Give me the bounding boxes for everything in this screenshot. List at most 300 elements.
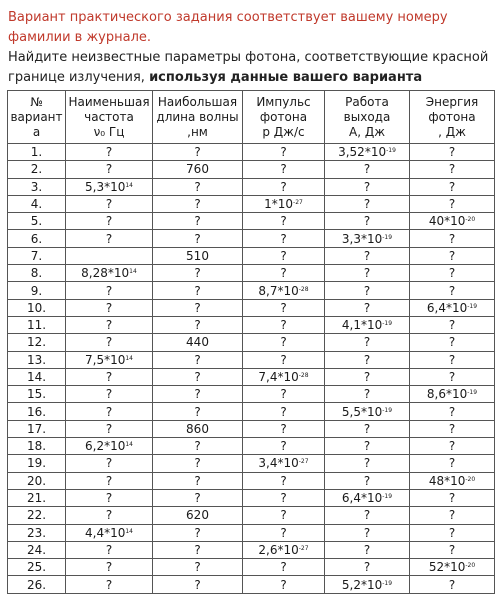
energy-cell [410,247,495,264]
table-row [8,386,495,403]
cell-value: 8,28*10 [81,266,130,281]
momentum-cell [243,386,325,403]
energy-cell [410,316,495,333]
work-function-cell [325,524,410,541]
energy-cell [410,195,495,212]
work-function-cell [325,316,410,333]
cell-value: 12. [26,335,47,350]
cell-value: 5,2*10 [341,577,383,592]
cell-value: 440 [186,335,209,350]
cell-value: ? [280,266,287,281]
cell-value: ? [194,197,201,212]
wavelength-cell [153,420,243,437]
variant-cell [8,265,66,282]
cell-value: ? [194,145,201,160]
cell-value: 26. [26,577,47,592]
work-function-cell [325,386,410,403]
cell-value: 9. [30,283,43,298]
energy-cell [410,524,495,541]
momentum-cell [243,230,325,247]
wavelength-cell [153,472,243,489]
cell-value: ? [363,266,371,281]
variant-cell [8,161,66,178]
wavelength-cell [153,368,243,385]
frequency-cell [66,299,153,316]
wavelength-cell [153,316,243,333]
header-line: фотона [428,109,476,124]
cell-value: ? [194,439,201,454]
work-function-cell [325,299,410,316]
header-line: а [32,124,41,139]
work-function-cell [325,472,410,489]
cell-exponent: 14 [125,181,133,189]
variant-cell [8,489,66,506]
cell-value: ? [363,542,371,557]
cell-value: ? [363,560,371,575]
cell-value: 18. [26,439,47,454]
cell-value: ? [448,352,456,367]
frequency-cell [66,351,153,368]
work-function-cell [325,507,410,524]
cell-value: 6,4*10 [341,491,383,506]
energy-cell [410,489,495,506]
cell-value: ? [194,318,201,333]
cell-value: ? [363,473,371,488]
variant-cell [8,386,66,403]
cell-value: ? [363,283,371,298]
cell-value: ? [280,300,287,315]
variant-note: Вариант практического задания соответствует вашему номеру фамилии в журнале. [8,10,448,45]
cell-value: ? [194,525,201,540]
cell-value: ? [105,404,113,419]
momentum-cell [243,576,325,593]
header-line: ν₀ Гц [93,124,125,139]
work-function-cell [325,420,410,437]
wavelength-cell [153,282,243,299]
cell-value: ? [363,421,371,436]
variant-cell [8,507,66,524]
variant-cell [8,559,66,576]
cell-value: 8,7*10 [258,283,299,298]
frequency-cell [66,195,153,212]
work-function-cell [325,161,410,178]
cell-value: 48*10 [428,473,466,488]
header-min-frequency [66,91,153,144]
frequency-cell [66,230,153,247]
cell-value: 5,3*10 [85,179,126,194]
header-line: Энергия [425,94,479,109]
header-photon-energy [410,91,495,144]
frequency-cell [66,161,153,178]
cell-value: ? [194,214,201,229]
cell-value: ? [448,404,456,419]
cell-value: 17. [26,421,47,436]
cell-value: 860 [186,421,209,436]
cell-value: ? [194,300,201,315]
cell-value: ? [105,387,113,402]
cell-value: ? [280,508,287,523]
variant-cell [8,524,66,541]
cell-value: ? [194,179,201,194]
wavelength-cell [153,161,243,178]
variant-cell [8,144,66,161]
task-statement [8,48,494,88]
momentum-cell [243,351,325,368]
work-function-cell [325,368,410,385]
cell-value: ? [448,197,456,212]
cell-value: 620 [186,508,209,523]
cell-value: 10. [26,300,47,315]
frequency-cell [66,265,153,282]
variant-cell [8,334,66,351]
energy-cell [410,213,495,230]
table-row [8,438,495,455]
cell-exponent: -28 [298,285,309,293]
cell-value: 11. [26,318,47,333]
wavelength-cell [153,230,243,247]
task-statement-text: Найдите неизвестные параметры фотона, соответствующие красной границе излучения, [8,50,489,85]
header-line: Работа [345,94,389,109]
cell-value: 21. [26,491,47,506]
cell-value: ? [194,283,201,298]
variant-cell [8,455,66,472]
cell-value: ? [280,145,287,160]
table-row [8,524,495,541]
energy-cell [410,455,495,472]
header-line: А, Дж [348,124,386,139]
table-row [8,576,495,593]
frequency-cell [66,316,153,333]
cell-value: ? [105,577,113,592]
wavelength-cell [153,507,243,524]
cell-exponent: -19 [386,147,396,155]
cell-value: 6,2*10 [85,439,126,454]
cell-value: ? [363,197,371,212]
cell-value: ? [363,387,371,402]
cell-value: ? [105,560,113,575]
cell-value: ? [448,318,456,333]
energy-cell [410,472,495,489]
work-function-cell [325,178,410,195]
energy-cell [410,559,495,576]
work-function-cell [325,455,410,472]
cell-value: ? [280,491,287,506]
energy-cell [410,334,495,351]
cell-value: ? [105,335,113,350]
cell-value: ? [363,508,371,523]
energy-cell [410,282,495,299]
wavelength-cell [153,403,243,420]
cell-value: ? [448,456,456,471]
wavelength-cell [153,576,243,593]
momentum-cell [243,403,325,420]
cell-exponent: -19 [382,320,393,328]
cell-value: 25. [26,560,47,575]
cell-value: ? [280,404,287,419]
cell-value: ? [448,508,456,523]
variant-cell [8,576,66,593]
cell-value: ? [105,318,113,333]
energy-cell [410,144,495,161]
cell-value: ? [363,439,371,454]
cell-value: 760 [186,162,209,177]
cell-value: ? [363,248,371,263]
work-function-cell [325,351,410,368]
cell-value: 2,6*10 [258,542,299,557]
work-function-cell [325,213,410,230]
cell-value: ? [448,439,456,454]
table-row [8,455,495,472]
cell-value: ? [448,577,456,592]
cell-value: 4. [30,197,43,212]
frequency-cell [66,368,153,385]
cell-value: ? [194,387,201,402]
frequency-cell [66,178,153,195]
table-row [8,144,495,161]
cell-value: ? [194,491,201,506]
cell-value: ? [280,352,287,367]
cell-value: ? [448,145,456,160]
cell-value: ? [194,456,201,471]
energy-cell [410,368,495,385]
task-statement-emphasis: используя данные вашего варианта [149,70,423,85]
energy-cell [410,299,495,316]
cell-value: 14. [26,370,47,384]
cell-value: ? [105,491,113,506]
momentum-cell [243,247,325,264]
cell-exponent: -27 [293,199,303,207]
cell-exponent: -19 [382,493,393,501]
header-line: Наименьшая [68,94,150,109]
table-row [8,541,495,558]
cell-exponent: 14 [125,441,133,449]
momentum-cell [243,507,325,524]
energy-cell [410,541,495,558]
momentum-cell [243,455,325,472]
cell-value: ? [105,231,113,246]
frequency-cell [66,576,153,593]
cell-value: ? [448,370,456,384]
energy-cell [410,420,495,437]
cell-value: ? [448,335,456,350]
frequency-cell [66,507,153,524]
header-line: ,нм [187,124,208,139]
table-row [8,507,495,524]
cell-value: ? [105,473,113,488]
header-line: р Дж/с [262,124,305,139]
cell-value: ? [363,525,371,540]
wavelength-cell [153,438,243,455]
cell-value: ? [105,508,113,523]
frequency-cell [66,524,153,541]
cell-value: ? [363,162,371,177]
cell-value: ? [280,231,287,246]
wavelength-cell [153,386,243,403]
cell-value: 4,4*10 [85,525,126,540]
cell-value: ? [448,231,456,246]
cell-value: ? [194,577,201,592]
cell-value: 7,5*10 [85,352,126,367]
variants-table [7,90,495,594]
header-line: вариант [10,109,63,124]
cell-exponent: -19 [467,302,478,310]
momentum-cell [243,144,325,161]
table-row [8,213,495,230]
cell-exponent: -19 [382,233,393,241]
cell-value: 8. [30,266,43,281]
cell-value: 3,4*10 [258,456,299,471]
cell-exponent: 14 [125,354,133,362]
frequency-cell [66,438,153,455]
table-row [8,178,495,195]
cell-value: ? [194,404,201,419]
frequency-cell [66,282,153,299]
cell-exponent: -19 [467,389,478,397]
table-row [8,299,495,316]
cell-value: 15. [26,387,47,402]
cell-value: ? [105,162,113,177]
variant-cell [8,195,66,212]
header-line: № [30,94,43,109]
momentum-cell [243,265,325,282]
energy-cell [410,403,495,420]
cell-value: ? [280,560,287,575]
frequency-cell [66,144,153,161]
variant-cell [8,178,66,195]
cell-value: ? [448,266,456,281]
frequency-cell [66,386,153,403]
variant-cell [8,541,66,558]
cell-value: ? [363,179,371,194]
wavelength-cell [153,351,243,368]
work-function-cell [325,282,410,299]
cell-value: ? [280,248,287,263]
momentum-cell [243,178,325,195]
cell-value: ? [105,421,113,436]
cell-value: ? [105,214,113,229]
work-function-cell [325,403,410,420]
table-row [8,247,495,264]
momentum-cell [243,524,325,541]
header-line: Импульс [256,94,311,109]
header-max-wavelength [153,91,243,144]
work-function-cell [325,144,410,161]
cell-value: 7,4*10 [258,370,299,384]
cell-value: ? [280,439,287,454]
wavelength-cell [153,247,243,264]
variant-cell [8,213,66,230]
momentum-cell [243,299,325,316]
cell-value: ? [194,473,201,488]
energy-cell [410,576,495,593]
work-function-cell [325,265,410,282]
cell-value: ? [280,214,287,229]
wavelength-cell [153,144,243,161]
momentum-cell [243,195,325,212]
header-variant [8,91,66,144]
wavelength-cell [153,195,243,212]
header-photon-momentum [243,91,325,144]
cell-value: 40*10 [428,214,466,229]
cell-exponent: 14 [125,527,133,535]
cell-value: 5,5*10 [341,404,383,419]
energy-cell [410,265,495,282]
cell-value: 4,1*10 [341,318,383,333]
frequency-cell [66,559,153,576]
cell-value: 3. [30,179,43,194]
wavelength-cell [153,455,243,472]
frequency-cell [66,403,153,420]
cell-exponent: -19 [382,406,393,414]
momentum-cell [243,161,325,178]
momentum-cell [243,213,325,230]
table-row [8,559,495,576]
cell-value: ? [194,542,201,557]
cell-value: ? [105,283,113,298]
cell-value: 16. [26,404,47,419]
momentum-cell [243,438,325,455]
cell-value: ? [448,421,456,436]
cell-value: ? [448,525,456,540]
cell-value: ? [105,197,113,212]
cell-value: ? [363,352,371,367]
variant-cell [8,247,66,264]
energy-cell [410,161,495,178]
wavelength-cell [153,213,243,230]
work-function-cell [325,334,410,351]
cell-value: ? [280,335,287,350]
cell-value: 510 [186,248,209,263]
variant-cell [8,438,66,455]
frequency-cell [66,334,153,351]
cell-value: 13. [26,352,47,367]
table-row [8,316,495,333]
wavelength-cell [153,299,243,316]
header-line: Наибольшая [157,94,238,109]
cell-value: ? [194,231,201,246]
frequency-cell [66,420,153,437]
frequency-cell [66,541,153,558]
table-row [8,489,495,506]
wavelength-cell [153,541,243,558]
cell-exponent: -27 [298,544,309,552]
frequency-cell [66,472,153,489]
cell-value: ? [448,162,456,177]
wavelength-cell [153,559,243,576]
task-description [8,8,494,88]
wavelength-cell [153,334,243,351]
table-row [8,282,495,299]
cell-value: ? [194,370,201,384]
cell-value: ? [194,560,201,575]
table-header-row [8,91,495,144]
energy-cell [410,230,495,247]
cell-value: ? [105,456,113,471]
cell-value: ? [280,318,287,333]
cell-value: ? [105,145,113,160]
table-row [8,351,495,368]
cell-value: 8,6*10 [426,387,468,402]
cell-value: ? [280,179,287,194]
table-row [8,265,495,282]
wavelength-cell [153,265,243,282]
frequency-cell [66,213,153,230]
cell-exponent: -20 [465,562,476,570]
cell-value: 52*10 [428,560,466,575]
work-function-cell [325,541,410,558]
cell-value: 20. [26,473,47,488]
work-function-cell [325,230,410,247]
